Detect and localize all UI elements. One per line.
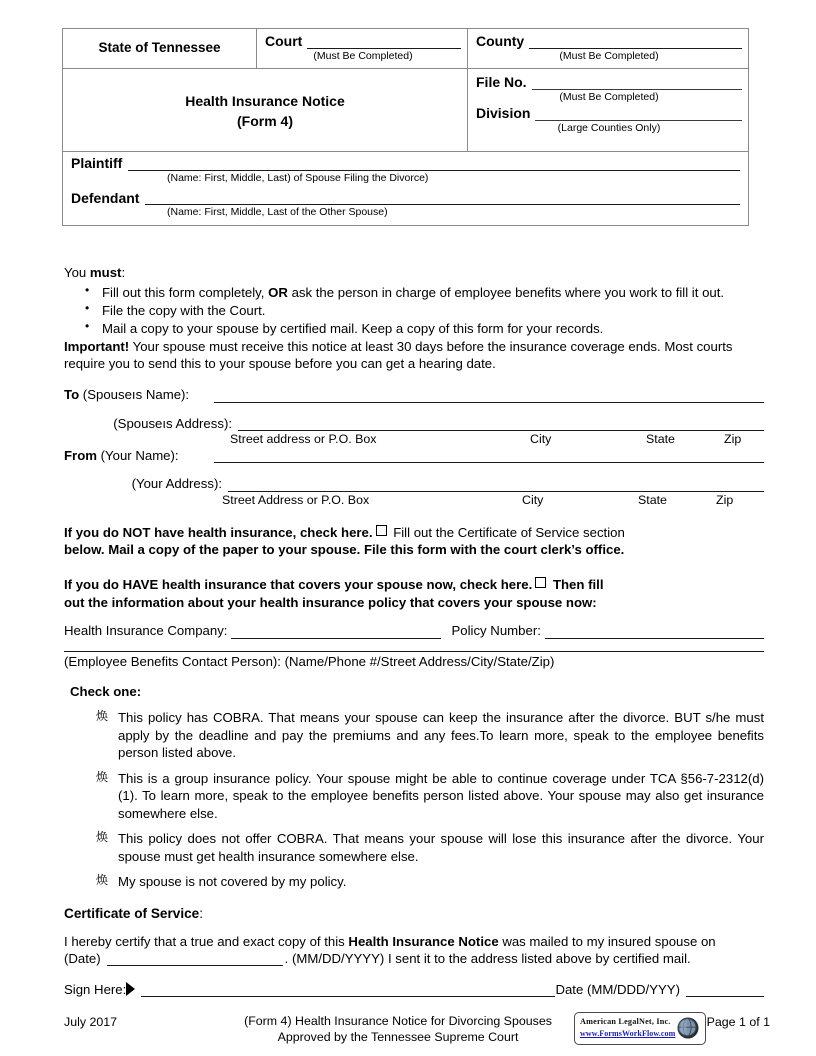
list-item	[102, 320, 764, 337]
from-bold: From	[64, 447, 97, 463]
policy-number-label: Policy Number:	[451, 623, 541, 639]
you-must-plain: You	[64, 265, 90, 280]
address-block	[64, 388, 764, 507]
contact-person-hint: (Employee Benefits Contact Person): (Name/Phone #/Street Address/City/State/Zip)	[64, 653, 555, 669]
have-insurance-lead: If you do HAVE health insurance that covers your spouse now, check here.	[64, 577, 533, 593]
form-title-line2: (Form 4)	[237, 112, 293, 129]
spacer	[64, 403, 764, 417]
county-field[interactable]	[476, 34, 742, 49]
to-name-label	[64, 388, 210, 403]
check-one-option[interactable]	[118, 770, 764, 823]
from-name-input-line[interactable]	[214, 449, 764, 463]
your-address-label: (Your Address):	[131, 476, 222, 492]
insurance-company-input-line[interactable]	[231, 625, 441, 639]
form-title-line1: Health Insurance Notice	[185, 92, 345, 109]
bullet-2-text: File the copy with the Court.	[102, 302, 266, 318]
contact-person-input-line[interactable]	[64, 650, 764, 652]
no-insurance-checkbox[interactable]	[376, 525, 387, 536]
file-no-label: File No.	[476, 73, 527, 90]
spouse-address-row[interactable]	[64, 417, 764, 432]
globe-icon	[676, 1016, 700, 1040]
form-body	[64, 264, 764, 997]
policy-fields-row[interactable]	[64, 624, 764, 639]
no-insurance-statement	[64, 524, 764, 559]
court-hint: (Must Be Completed)	[313, 50, 413, 63]
spouse-address-label: (Spouseıs Address):	[113, 415, 232, 431]
hint-state: State	[646, 432, 675, 447]
insurance-company-label: Health Insurance Company:	[64, 623, 228, 639]
check-one-option-text: This is a group insurance policy. Your spouse might be able to continue coverage under TCA §56-7-2312(d)(1). To learn more, speak to the employee benefits person listed above. Your spouse may also get insurance somewhere else.	[118, 770, 764, 821]
hint-state: State	[638, 492, 667, 507]
bullet-1-pre: Fill out this form completely,	[102, 284, 269, 300]
badge-company-name: American LegalNet, Inc.	[580, 1017, 671, 1026]
bullet-3-text: Mail a copy to your spouse by certified mail. Keep a copy of this form for your records.	[102, 320, 604, 336]
check-one-option-text: This policy has COBRA. That means your spouse can keep the insurance after the divorce. BUT s/he must apply by the deadline and pay the premiums and any fees.To learn more, speak to the employee benefits person listed above.	[118, 710, 764, 761]
division-label: Division	[476, 105, 531, 122]
sign-here-label: Sign Here:	[64, 981, 127, 997]
your-address-input-line[interactable]	[228, 478, 764, 492]
your-address-row[interactable]	[64, 477, 764, 492]
you-must-colon: :	[121, 265, 126, 280]
certificate-date-row[interactable]	[64, 952, 764, 967]
hint-city: City	[530, 432, 552, 447]
hint-zip: Zip	[724, 432, 742, 447]
from-name-row[interactable]	[64, 449, 764, 464]
check-one-option-text: This policy does not offer COBRA. That means your spouse will lose this insurance after the divorce. Your spouse must get health insurance somewhere else.	[118, 831, 764, 864]
your-address-column-hints	[64, 493, 764, 507]
plaintiff-field[interactable]	[71, 156, 740, 171]
hint-city: City	[522, 492, 544, 507]
certificate-heading-text: Certificate of Service	[64, 905, 200, 921]
spouse-address-column-hints	[64, 432, 764, 446]
have-insurance-statement	[64, 576, 764, 611]
certificate-heading-colon: :	[199, 905, 204, 921]
caption-row-parties	[63, 152, 749, 226]
no-insurance-line2: below. Mail a copy of the paper to your spouse. File this form with the court clerk’s office.	[64, 542, 625, 558]
from-rest: (Your Name):	[96, 447, 179, 463]
page-footer	[64, 1010, 770, 1052]
file-no-input-line[interactable]	[532, 75, 742, 90]
important-note	[64, 338, 764, 372]
spacer	[64, 463, 764, 477]
certificate-body	[64, 933, 764, 951]
plaintiff-label: Plaintiff	[71, 155, 123, 172]
footer-form-title: (Form 4) Health Insurance Notice for Divorcing Spouses	[244, 1014, 552, 1028]
court-cell[interactable]	[257, 29, 468, 69]
you-must-heading	[64, 264, 764, 282]
footer-date: July 2017	[64, 1015, 118, 1029]
bullet-1-post: ask the person in charge of employee benefits where you work to fill it out.	[287, 284, 725, 300]
court-field[interactable]	[265, 34, 461, 49]
no-insurance-after-box: Fill out the Certificate of Service section	[389, 524, 625, 540]
division-hint: (Large Counties Only)	[557, 122, 661, 135]
county-hint: (Must Be Completed)	[559, 50, 659, 63]
no-insurance-lead: If you do NOT have health insurance, check here.	[64, 524, 373, 540]
caption-table	[62, 28, 749, 226]
bullet-1-bold: OR	[268, 284, 288, 300]
check-one-option-text: My spouse is not covered by my policy.	[118, 874, 347, 890]
plaintiff-hint: (Name: First, Middle, Last) of Spouse Filing the Divorce)	[167, 172, 429, 185]
court-label: Court	[265, 33, 303, 49]
list-item	[102, 284, 764, 301]
certificate-body-pre: I hereby certify that a true and exact copy of this	[64, 934, 349, 950]
defendant-label: Defendant	[71, 189, 140, 206]
certificate-heading	[64, 905, 764, 923]
county-label: County	[476, 33, 525, 49]
sign-here-pointer-icon	[126, 982, 135, 996]
to-name-row[interactable]	[64, 388, 764, 403]
state-cell	[63, 29, 257, 69]
hint-street: Street address or P.O. Box	[230, 432, 377, 447]
certificate-date-label: (Date)	[64, 950, 101, 966]
certificate-date-after: . (MM/DD/YYYY) I sent it to the address listed above by certified mail.	[284, 950, 691, 966]
plaintiff-input-line[interactable]	[128, 156, 740, 171]
have-insurance-after-box: Then fill	[549, 577, 604, 593]
division-field[interactable]	[476, 106, 742, 121]
check-one-option[interactable]	[118, 873, 764, 891]
county-input-line[interactable]	[529, 34, 742, 49]
footer-approval: Approved by the Tennessee Supreme Court	[277, 1030, 519, 1045]
defendant-input-line[interactable]	[145, 190, 740, 205]
defendant-field[interactable]	[71, 190, 740, 205]
county-cell[interactable]	[468, 29, 749, 69]
from-name-label	[64, 449, 210, 464]
to-bold: To	[64, 387, 80, 403]
signature-date-input-line[interactable]	[686, 983, 764, 997]
form-title-cell	[63, 68, 468, 152]
list-item	[102, 302, 764, 319]
to-rest: (Spouseıs Name):	[79, 387, 190, 403]
state-label: State of Tennessee	[98, 40, 221, 55]
file-division-cell[interactable]	[468, 68, 749, 152]
footer-page-number: Page 1 of 1	[706, 1015, 770, 1029]
check-one-option[interactable]	[118, 709, 764, 762]
parties-cell[interactable]	[63, 152, 749, 226]
check-one-option[interactable]	[118, 830, 764, 865]
signature-date-label: Date (MM/DDD/YYY)	[555, 981, 680, 997]
division-input-line[interactable]	[535, 106, 742, 121]
important-label: Important!	[64, 339, 130, 355]
file-no-hint: (Must Be Completed)	[559, 90, 659, 103]
hint-zip: Zip	[716, 492, 734, 507]
hint-street: Street Address or P.O. Box	[222, 492, 370, 507]
you-must-list	[64, 284, 764, 337]
have-insurance-line2: out the information about your health insurance policy that covers your spouse now:	[64, 594, 597, 610]
have-insurance-checkbox[interactable]	[535, 577, 546, 588]
file-no-field[interactable]	[476, 75, 742, 90]
caption-row-title	[63, 68, 749, 152]
signature-input-line[interactable]	[141, 983, 555, 997]
badge-url-link[interactable]: www.FormsWorkFlow.com	[580, 1029, 676, 1038]
check-one-list	[64, 709, 764, 891]
certificate-body-post: was mailed to my insured spouse on	[498, 934, 716, 950]
caption-row-court	[63, 29, 749, 69]
footer-center	[218, 1013, 578, 1045]
certificate-date-input-line[interactable]	[107, 952, 283, 966]
you-must-bold: must	[89, 265, 122, 280]
important-text: Your spouse must receive this notice at least 30 days before the insurance coverage ends. Most courts require you to send this to your spouse before you can get a hearing date.	[64, 339, 733, 372]
check-one-heading: Check one:	[70, 684, 142, 700]
spouse-address-input-line[interactable]	[238, 417, 764, 431]
defendant-hint: (Name: First, Middle, Last of the Other Spouse)	[167, 206, 388, 219]
signature-row[interactable]	[64, 982, 764, 997]
policy-number-input-line[interactable]	[545, 625, 764, 639]
american-legalnet-badge[interactable]	[574, 1012, 706, 1045]
certificate-body-bold: Health Insurance Notice	[348, 934, 499, 950]
court-input-line[interactable]	[307, 34, 461, 49]
to-name-input-line[interactable]	[214, 389, 764, 403]
